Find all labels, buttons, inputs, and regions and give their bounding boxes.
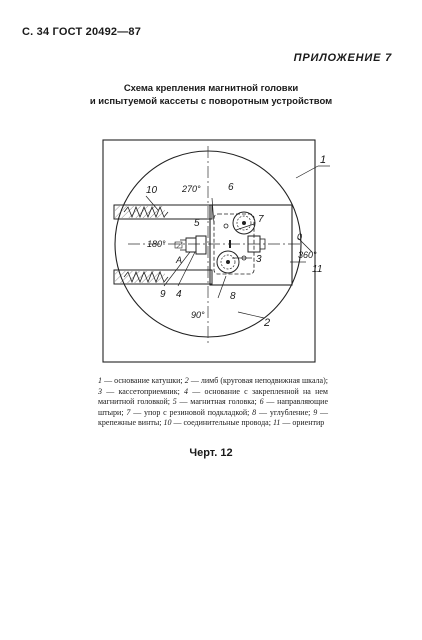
appendix-label: ПРИЛОЖЕНИЕ 7 xyxy=(293,52,392,64)
head-base xyxy=(196,236,206,254)
legend-num-3: 3 xyxy=(98,386,102,396)
label-9: 9 xyxy=(160,289,166,300)
legend-text-7: — упор с резиновой подкладкой; xyxy=(130,407,253,417)
legend-num-1: 1 xyxy=(98,376,102,385)
label-11: 11 xyxy=(312,264,323,275)
label-3: 3 xyxy=(256,254,262,265)
cassette-receiver xyxy=(210,205,292,285)
angle-180: 180° xyxy=(147,239,166,249)
legend-text-4: — основание с закрепленной на нем магнитной головкой; xyxy=(98,386,328,406)
figure-legend xyxy=(98,376,328,429)
title-line-1: Схема крепления магнитной головки xyxy=(123,83,299,94)
label-4: 4 xyxy=(176,289,182,300)
magnetic-head xyxy=(186,238,196,252)
legend-num-4: 4 xyxy=(184,386,189,396)
label-10: 10 xyxy=(146,185,158,196)
legend-text-3: — кассетоприемник; xyxy=(102,386,185,396)
angle-360: 360° xyxy=(298,250,317,260)
title-line-2: и испытуемой кассеты с поворотным устройством xyxy=(89,96,333,107)
legend-num-5: 5 xyxy=(172,397,177,406)
legend-text-11: — ориентир xyxy=(280,418,325,427)
legend-text-9: — крепежные винты; xyxy=(98,407,329,427)
legend-num-8: 8 xyxy=(252,407,257,417)
label-8: 8 xyxy=(230,291,236,302)
legend-text-2: — лимб (круговая неподвижная шкала); xyxy=(188,376,328,385)
legend-text-1: — основание катушки; xyxy=(102,376,185,385)
guide-pin-upper xyxy=(224,224,228,228)
angle-0: 0 xyxy=(297,232,303,242)
page-header: С. 34 ГОСТ 20492—87 xyxy=(22,26,142,38)
legend-text-5: — магнитная головка; xyxy=(176,397,260,406)
legend-text-10: — соединительные провода; xyxy=(171,418,273,427)
label-5: 5 xyxy=(194,218,200,229)
angle-90: 90° xyxy=(191,310,205,320)
legend-num-11: 11 xyxy=(272,418,281,427)
legend-num-9: 9 xyxy=(313,407,318,417)
label-7: 7 xyxy=(258,214,264,225)
angle-270: 270° xyxy=(182,184,201,194)
label-1: 1 xyxy=(320,154,327,166)
label-a: A xyxy=(176,255,183,265)
label-2: 2 xyxy=(264,317,271,329)
legend-num-2: 2 xyxy=(184,376,189,385)
legend-num-6: 6 xyxy=(259,397,264,406)
label-6: 6 xyxy=(228,182,234,193)
legend-num-10: 10 xyxy=(163,418,172,427)
legend-text-6: — направляющие штыри; xyxy=(98,397,328,417)
figure-caption: Черт. 12 xyxy=(189,447,233,459)
legend-num-7: 7 xyxy=(126,407,131,417)
base-plate xyxy=(103,140,315,362)
legend-text-8: — углубление; xyxy=(256,407,314,417)
